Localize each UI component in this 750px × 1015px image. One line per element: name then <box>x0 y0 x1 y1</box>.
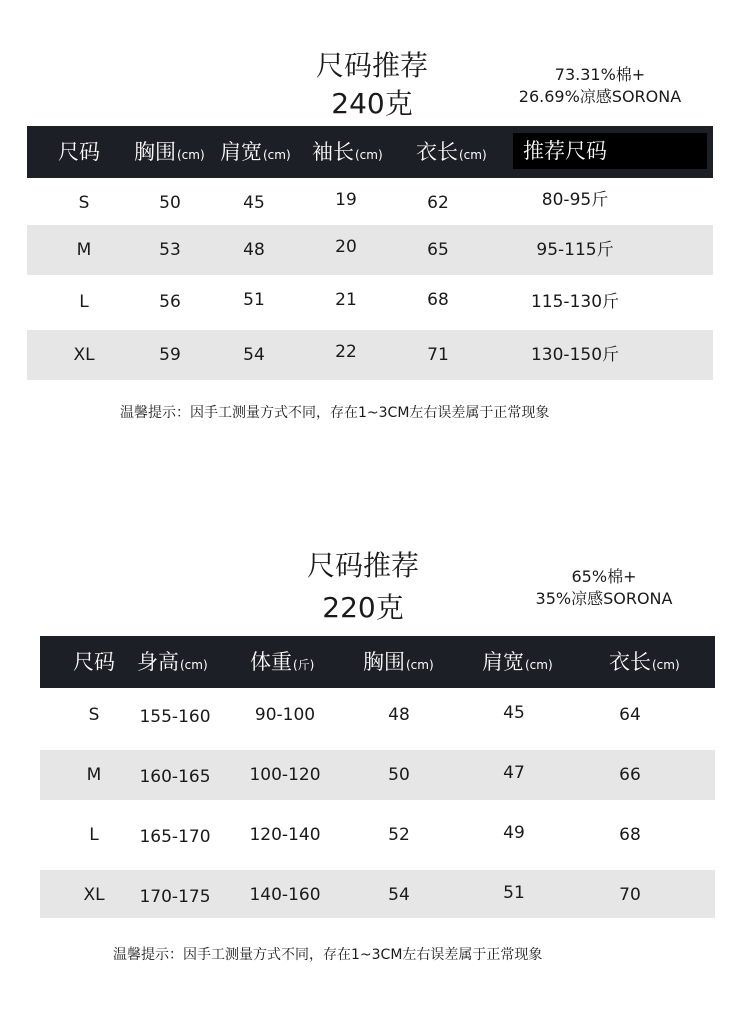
table2-note: 温馨提示：因手工测量方式不同，存在1~3CM左右误差属于正常现象 <box>113 947 543 963</box>
table2-header-chest: 胸围(cm) <box>363 650 434 674</box>
table2-title: 尺码推荐 <box>306 549 419 582</box>
cell-size: XL <box>73 345 95 365</box>
cell-length: 71 <box>427 345 449 365</box>
cell-length: 64 <box>619 705 641 725</box>
table-row <box>40 690 715 742</box>
cell-recommend: 115-130斤 <box>530 292 620 312</box>
cell-recommend: 80-95斤 <box>541 190 609 210</box>
cell-chest: 48 <box>388 705 410 725</box>
cell-shoulder: 47 <box>503 763 525 783</box>
table-row <box>27 277 713 327</box>
table1-header-length: 衣长(cm) <box>416 140 487 164</box>
cell-size: L <box>89 825 99 845</box>
table2-header-size: 尺码 <box>73 650 115 674</box>
table2-header-length: 衣长(cm) <box>609 650 680 674</box>
cell-recommend: 95-115斤 <box>536 240 614 260</box>
cell-size: S <box>78 193 90 213</box>
table1-header-size: 尺码 <box>58 140 100 164</box>
cell-length: 65 <box>427 240 449 260</box>
cell-chest: 56 <box>159 292 181 312</box>
table1-title: 尺码推荐 <box>315 49 428 82</box>
cell-height: 165-170 <box>139 827 211 847</box>
table2-fabric <box>494 566 714 610</box>
table1-header-sleeve: 袖长(cm) <box>312 140 383 164</box>
cell-shoulder: 54 <box>243 345 265 365</box>
cell-height: 160-165 <box>139 767 211 787</box>
cell-shoulder: 51 <box>243 290 265 310</box>
cell-sleeve: 20 <box>335 237 357 257</box>
cell-sleeve: 19 <box>335 190 357 210</box>
cell-chest: 59 <box>159 345 181 365</box>
table1-header-chest: 胸围(cm) <box>134 140 205 164</box>
table-row <box>40 870 715 918</box>
table1-fabric-line2: 26.69%凉感SORONA <box>518 87 682 106</box>
cell-height: 155-160 <box>139 707 211 727</box>
cell-chest: 50 <box>388 765 410 785</box>
cell-shoulder: 45 <box>503 703 525 723</box>
cell-shoulder: 48 <box>243 240 265 260</box>
cell-length: 70 <box>619 885 641 905</box>
table-row <box>40 810 715 860</box>
cell-length: 62 <box>427 193 449 213</box>
cell-height: 170-175 <box>139 887 211 907</box>
cell-chest: 50 <box>159 193 181 213</box>
cell-size: S <box>88 705 100 725</box>
cell-chest: 54 <box>388 885 410 905</box>
cell-shoulder: 45 <box>243 193 265 213</box>
cell-chest: 53 <box>159 240 181 260</box>
cell-shoulder: 51 <box>503 883 525 903</box>
table-row <box>27 330 713 380</box>
table1-header-recommend: 推荐尺码 <box>513 133 707 169</box>
table-row <box>27 178 713 228</box>
cell-size: XL <box>83 885 105 905</box>
cell-weight: 100-120 <box>249 765 321 785</box>
table2-fabric-line1: 65%棉+ <box>571 567 637 586</box>
cell-length: 66 <box>619 765 641 785</box>
cell-size: M <box>76 240 92 260</box>
cell-length: 68 <box>619 825 641 845</box>
cell-recommend: 130-150斤 <box>530 345 620 365</box>
table2-header-weight: 体重(斤) <box>250 650 315 674</box>
table2-header-height: 身高(cm) <box>137 650 208 674</box>
cell-chest: 52 <box>388 825 410 845</box>
table-row <box>40 750 715 800</box>
table1-note: 温馨提示：因手工测量方式不同，存在1~3CM左右误差属于正常现象 <box>120 405 550 421</box>
table1-header-shoulder: 肩宽(cm) <box>220 140 291 164</box>
table-row <box>27 225 713 275</box>
cell-weight: 140-160 <box>249 885 321 905</box>
table2-header <box>40 636 715 688</box>
table1-fabric-line1: 73.31%棉+ <box>554 65 646 84</box>
table2-fabric-line2: 35%凉感SORONA <box>535 589 673 608</box>
table2-weight: 220克 <box>322 591 404 624</box>
table2-header-shoulder: 肩宽(cm) <box>482 650 553 674</box>
table1-fabric <box>490 64 710 108</box>
table1-weight: 240克 <box>331 87 413 120</box>
cell-sleeve: 21 <box>335 290 357 310</box>
cell-sleeve: 22 <box>335 342 357 362</box>
cell-shoulder: 49 <box>503 823 525 843</box>
cell-length: 68 <box>427 290 449 310</box>
cell-size: L <box>79 292 89 312</box>
cell-weight: 120-140 <box>249 825 321 845</box>
cell-size: M <box>86 765 102 785</box>
cell-weight: 90-100 <box>254 705 316 725</box>
